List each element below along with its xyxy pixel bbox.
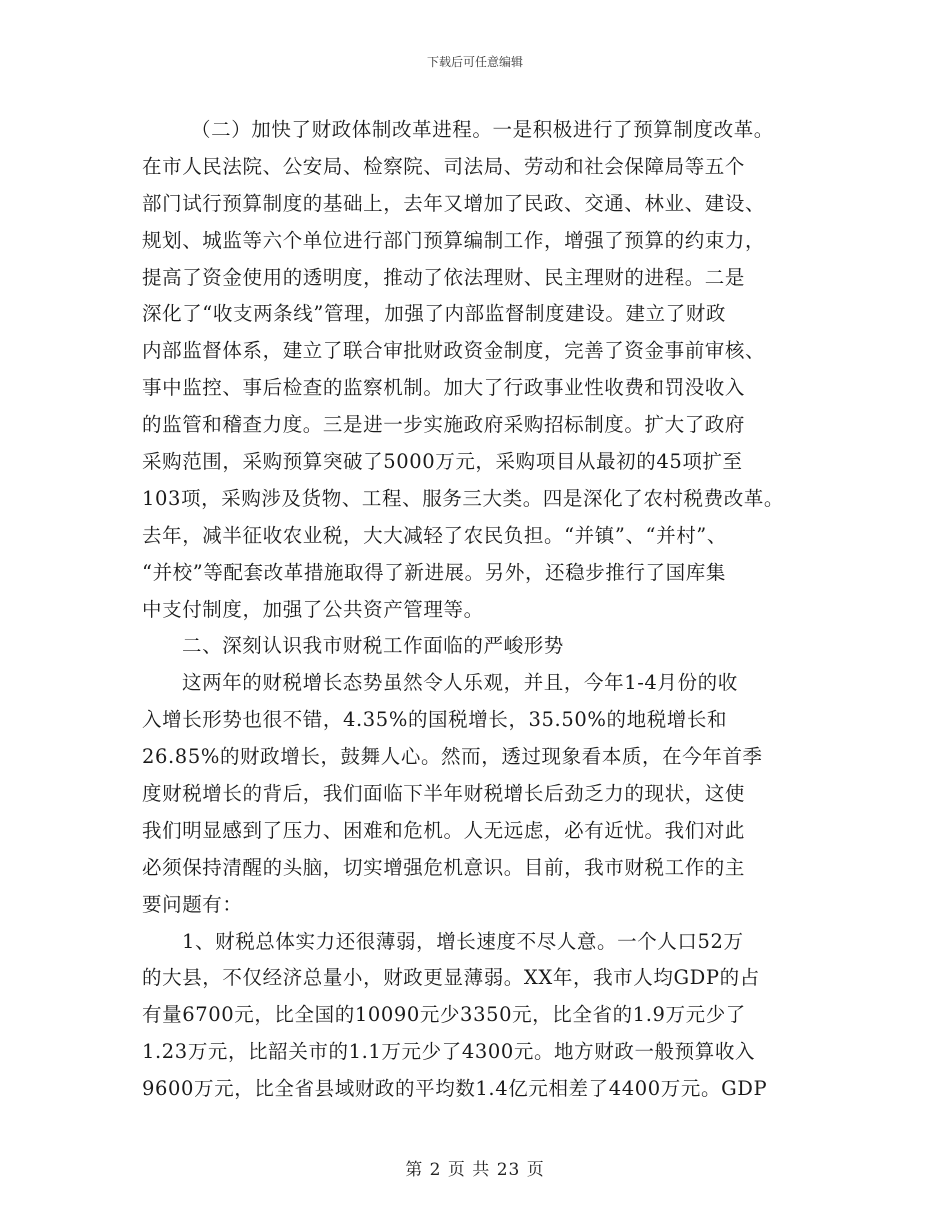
paragraph-line: 103项，采购涉及货物、工程、服务三大类。四是深化了农村税费改革。 <box>142 486 785 510</box>
paragraph-line: 提高了资金使用的透明度，推动了依法理财、民主理财的进程。二是 <box>142 265 746 289</box>
document-body <box>142 112 832 1108</box>
paragraph-line: 采购范围，采购预算突破了5000万元，采购项目从最初的45项扩至 <box>142 450 743 474</box>
paragraph-line: 26.85%的财政增长，鼓舞人心。然而，透过现象看本质，在今年首季 <box>142 745 763 769</box>
paragraph-line: 的监管和稽查力度。三是进一步实施政府采购招标制度。扩大了政府 <box>142 413 746 437</box>
page-header-note: 下载后可任意编辑 <box>426 55 523 69</box>
page-number: 第 2 页 共 23 页 <box>405 1160 545 1180</box>
paragraph-line: 我们明显感到了压力、困难和危机。人无远虑，必有近忧。我们对此 <box>142 818 746 842</box>
paragraph-line: 9600万元，比全省县域财政的平均数1.4亿元相差了4400万元。GDP <box>142 1077 768 1101</box>
paragraph-line: 的大县，不仅经济总量小，财政更显薄弱。XX年，我市人均GDP的占 <box>142 966 760 990</box>
paragraph-line: 事中监控、事后检查的监察机制。加大了行政事业性收费和罚没收入 <box>142 376 746 400</box>
paragraph-line: “并校”等配套改革措施取得了新进展。另外，还稳步推行了国库集 <box>142 560 726 584</box>
paragraph-line: 要问题有： <box>142 892 243 916</box>
paragraph-line: 在市人民法院、公安局、检察院、司法局、劳动和社会保障局等五个 <box>142 154 746 178</box>
paragraph-line: 度财税增长的背后，我们面临下半年财税增长后劲乏力的现状，这使 <box>142 782 746 806</box>
paragraph-line: 入增长形势也很不错，4.35%的国税增长，35.50%的地税增长和 <box>142 708 728 732</box>
paragraph-line: 内部监督体系，建立了联合审批财政资金制度，完善了资金事前审核、 <box>142 339 766 363</box>
paragraph-line: 这两年的财税增长态势虽然令人乐观，并且，今年1-4月份的收 <box>182 671 738 695</box>
paragraph-line: 去年，减半征收农业税，大大减轻了农民负担。“并镇”、“并村”、 <box>142 523 727 547</box>
paragraph-line: 中支付制度，加强了公共资产管理等。 <box>142 597 484 621</box>
paragraph-line: 1.23万元，比韶关市的1.1万元少了4300元。地方财政一般预算收入 <box>142 1040 756 1064</box>
paragraph-line: 1、财税总体实力还很薄弱，增长速度不尽人意。一个人口52万 <box>182 929 744 953</box>
section-heading: 二、深刻认识我市财税工作面临的严峻形势 <box>182 634 564 658</box>
paragraph-line: （二）加快了财政体制改革进程。一是积极进行了预算制度改革。 <box>191 118 774 141</box>
paragraph-line: 必须保持清醒的头脑，切实增强危机意识。目前，我市财税工作的主 <box>142 855 746 879</box>
paragraph-line: 规划、城监等六个单位进行部门预算编制工作，增强了预算的约束力， <box>142 228 766 252</box>
paragraph-line: 有量6700元，比全国的10090元少3350元，比全省的1.9万元少了 <box>142 1003 746 1027</box>
paragraph-line: 部门试行预算制度的基础上，去年又增加了民政、交通、林业、建设、 <box>142 191 766 215</box>
paragraph-line: 深化了“收支两条线”管理，加强了内部监督制度建设。建立了财政 <box>142 302 726 326</box>
